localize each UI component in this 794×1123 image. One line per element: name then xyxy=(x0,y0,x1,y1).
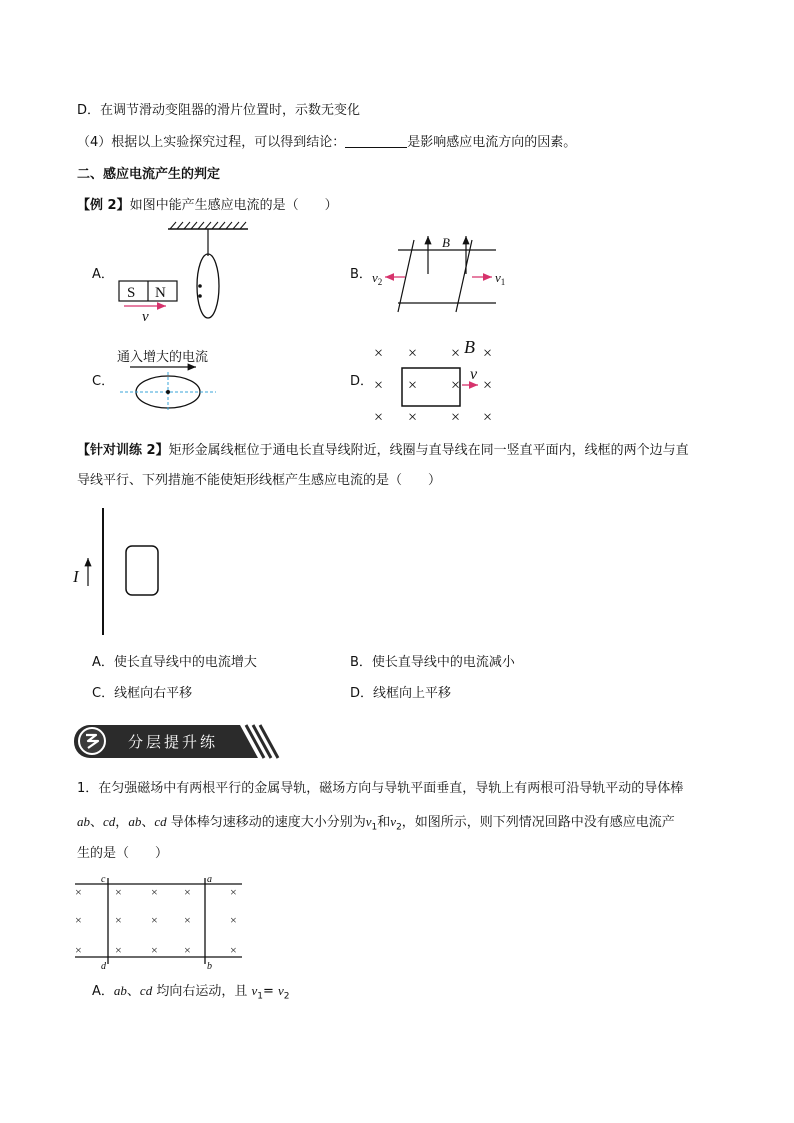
label-c: c xyxy=(101,874,106,885)
svg-text:×: × xyxy=(151,885,158,899)
svg-text:×: × xyxy=(115,943,122,957)
problem1-line3: 生的是（ ） xyxy=(77,846,169,861)
svg-text:×: × xyxy=(115,885,122,899)
svg-text:×: × xyxy=(75,943,82,957)
q4-prefix: （4）根据以上实验探究过程，可以得到结论： xyxy=(77,135,346,150)
svg-text:×: × xyxy=(408,345,418,362)
example2-option-c-letter: C． xyxy=(92,374,115,389)
training2-option-c: C．线框向右平移 xyxy=(92,686,193,701)
svg-text:×: × xyxy=(374,345,384,362)
example2-label: 【例 2】 xyxy=(77,198,130,213)
figure-c-caption: 通入增大的电流 xyxy=(117,350,209,365)
example2-stem xyxy=(77,197,338,215)
svg-text:×: × xyxy=(374,377,384,394)
problem1-figure xyxy=(72,874,247,970)
svg-text:×: × xyxy=(483,409,493,426)
svg-text:×: × xyxy=(184,943,191,957)
svg-text:×: × xyxy=(184,885,191,899)
training2-option-a: A．使长直导线中的电流增大 xyxy=(92,655,257,670)
q3-option-d: D．在调节滑动变阻器的滑片位置时，示数无变化 xyxy=(77,103,361,118)
q4-answer-blank xyxy=(345,134,407,148)
velocity-label: v xyxy=(142,309,149,325)
field-b-label-d: B xyxy=(464,337,475,357)
training2-option-b: B．使长直导线中的电流减小 xyxy=(350,655,515,670)
svg-text:×: × xyxy=(184,913,191,927)
figure-b-rails xyxy=(368,230,518,312)
example2-question: 如图中能产生感应电流的是（ ） xyxy=(129,198,338,213)
training2-label: 【针对训练 2】 xyxy=(77,443,169,458)
section2-title: 二、感应电流产生的判定 xyxy=(77,167,221,182)
problem1-line2: ab、cd，ab、cd 导体棒匀速移动的速度大小分别为$v_1$和$v_2$，如图所示，则下列情况回路中没有感应电流产 xyxy=(77,814,675,833)
label-a: a xyxy=(207,874,212,885)
svg-text:×: × xyxy=(451,377,461,394)
svg-text:×: × xyxy=(115,913,122,927)
training2-stem-line1 xyxy=(77,442,689,460)
field-b-label: B xyxy=(442,235,450,250)
svg-text:×: × xyxy=(151,943,158,957)
svg-text:×: × xyxy=(230,885,237,899)
svg-text:×: × xyxy=(483,345,493,362)
svg-text:×: × xyxy=(483,377,493,394)
q4-suffix: 是影响感应电流方向的因素。 xyxy=(407,135,577,150)
svg-text:×: × xyxy=(374,409,384,426)
section-banner xyxy=(74,722,279,760)
svg-text:×: × xyxy=(230,913,237,927)
svg-text:×: × xyxy=(75,885,82,899)
v2-label: $v_2$ xyxy=(372,270,383,287)
problem1-option-a: A．ab、cd 均向右运动，且 $v_1= v_2$ xyxy=(92,983,290,1002)
training2-stem-line2: 导线平行、下列措施不能使矩形线框产生感应电流的是（ ） xyxy=(77,473,442,488)
magnet-s-label: S xyxy=(127,285,136,301)
label-d: d xyxy=(101,961,106,972)
svg-text:×: × xyxy=(451,345,461,362)
label-b: b xyxy=(207,961,212,972)
current-i-label: I xyxy=(73,567,79,586)
problem1-line1: 1．在匀强磁场中有两根平行的金属导轨，磁场方向与导轨平面垂直，导轨上有两根可沿导轨平动的导体棒 xyxy=(77,781,684,796)
training2-option-d: D．线框向上平移 xyxy=(350,686,452,701)
q4-statement xyxy=(77,134,576,152)
v1-label: $v_1$ xyxy=(495,270,506,287)
magnet-n-label: N xyxy=(155,285,166,301)
example2-option-a-letter: A． xyxy=(92,267,114,282)
banner-title: 分层提升练 xyxy=(128,735,219,751)
svg-text:×: × xyxy=(408,409,418,426)
svg-text:×: × xyxy=(75,913,82,927)
example2-option-b-letter: B． xyxy=(350,267,372,282)
svg-text:×: × xyxy=(408,377,418,394)
rectangular-frame xyxy=(126,546,158,595)
figure-c-coil xyxy=(118,360,218,412)
svg-text:×: × xyxy=(151,913,158,927)
figure-a-magnet-ring xyxy=(110,222,260,327)
velocity-label-d: v xyxy=(470,366,478,383)
training2-figure xyxy=(70,508,170,638)
training2-stem-text-1: 矩形金属线框位于通电长直导线附近，线圈与直导线在同一竖直平面内，线框的两个边与直 xyxy=(168,443,689,458)
svg-text:×: × xyxy=(230,943,237,957)
figure-d-field-loop xyxy=(372,338,497,426)
example2-option-d-letter: D． xyxy=(350,374,374,389)
svg-text:×: × xyxy=(451,409,461,426)
